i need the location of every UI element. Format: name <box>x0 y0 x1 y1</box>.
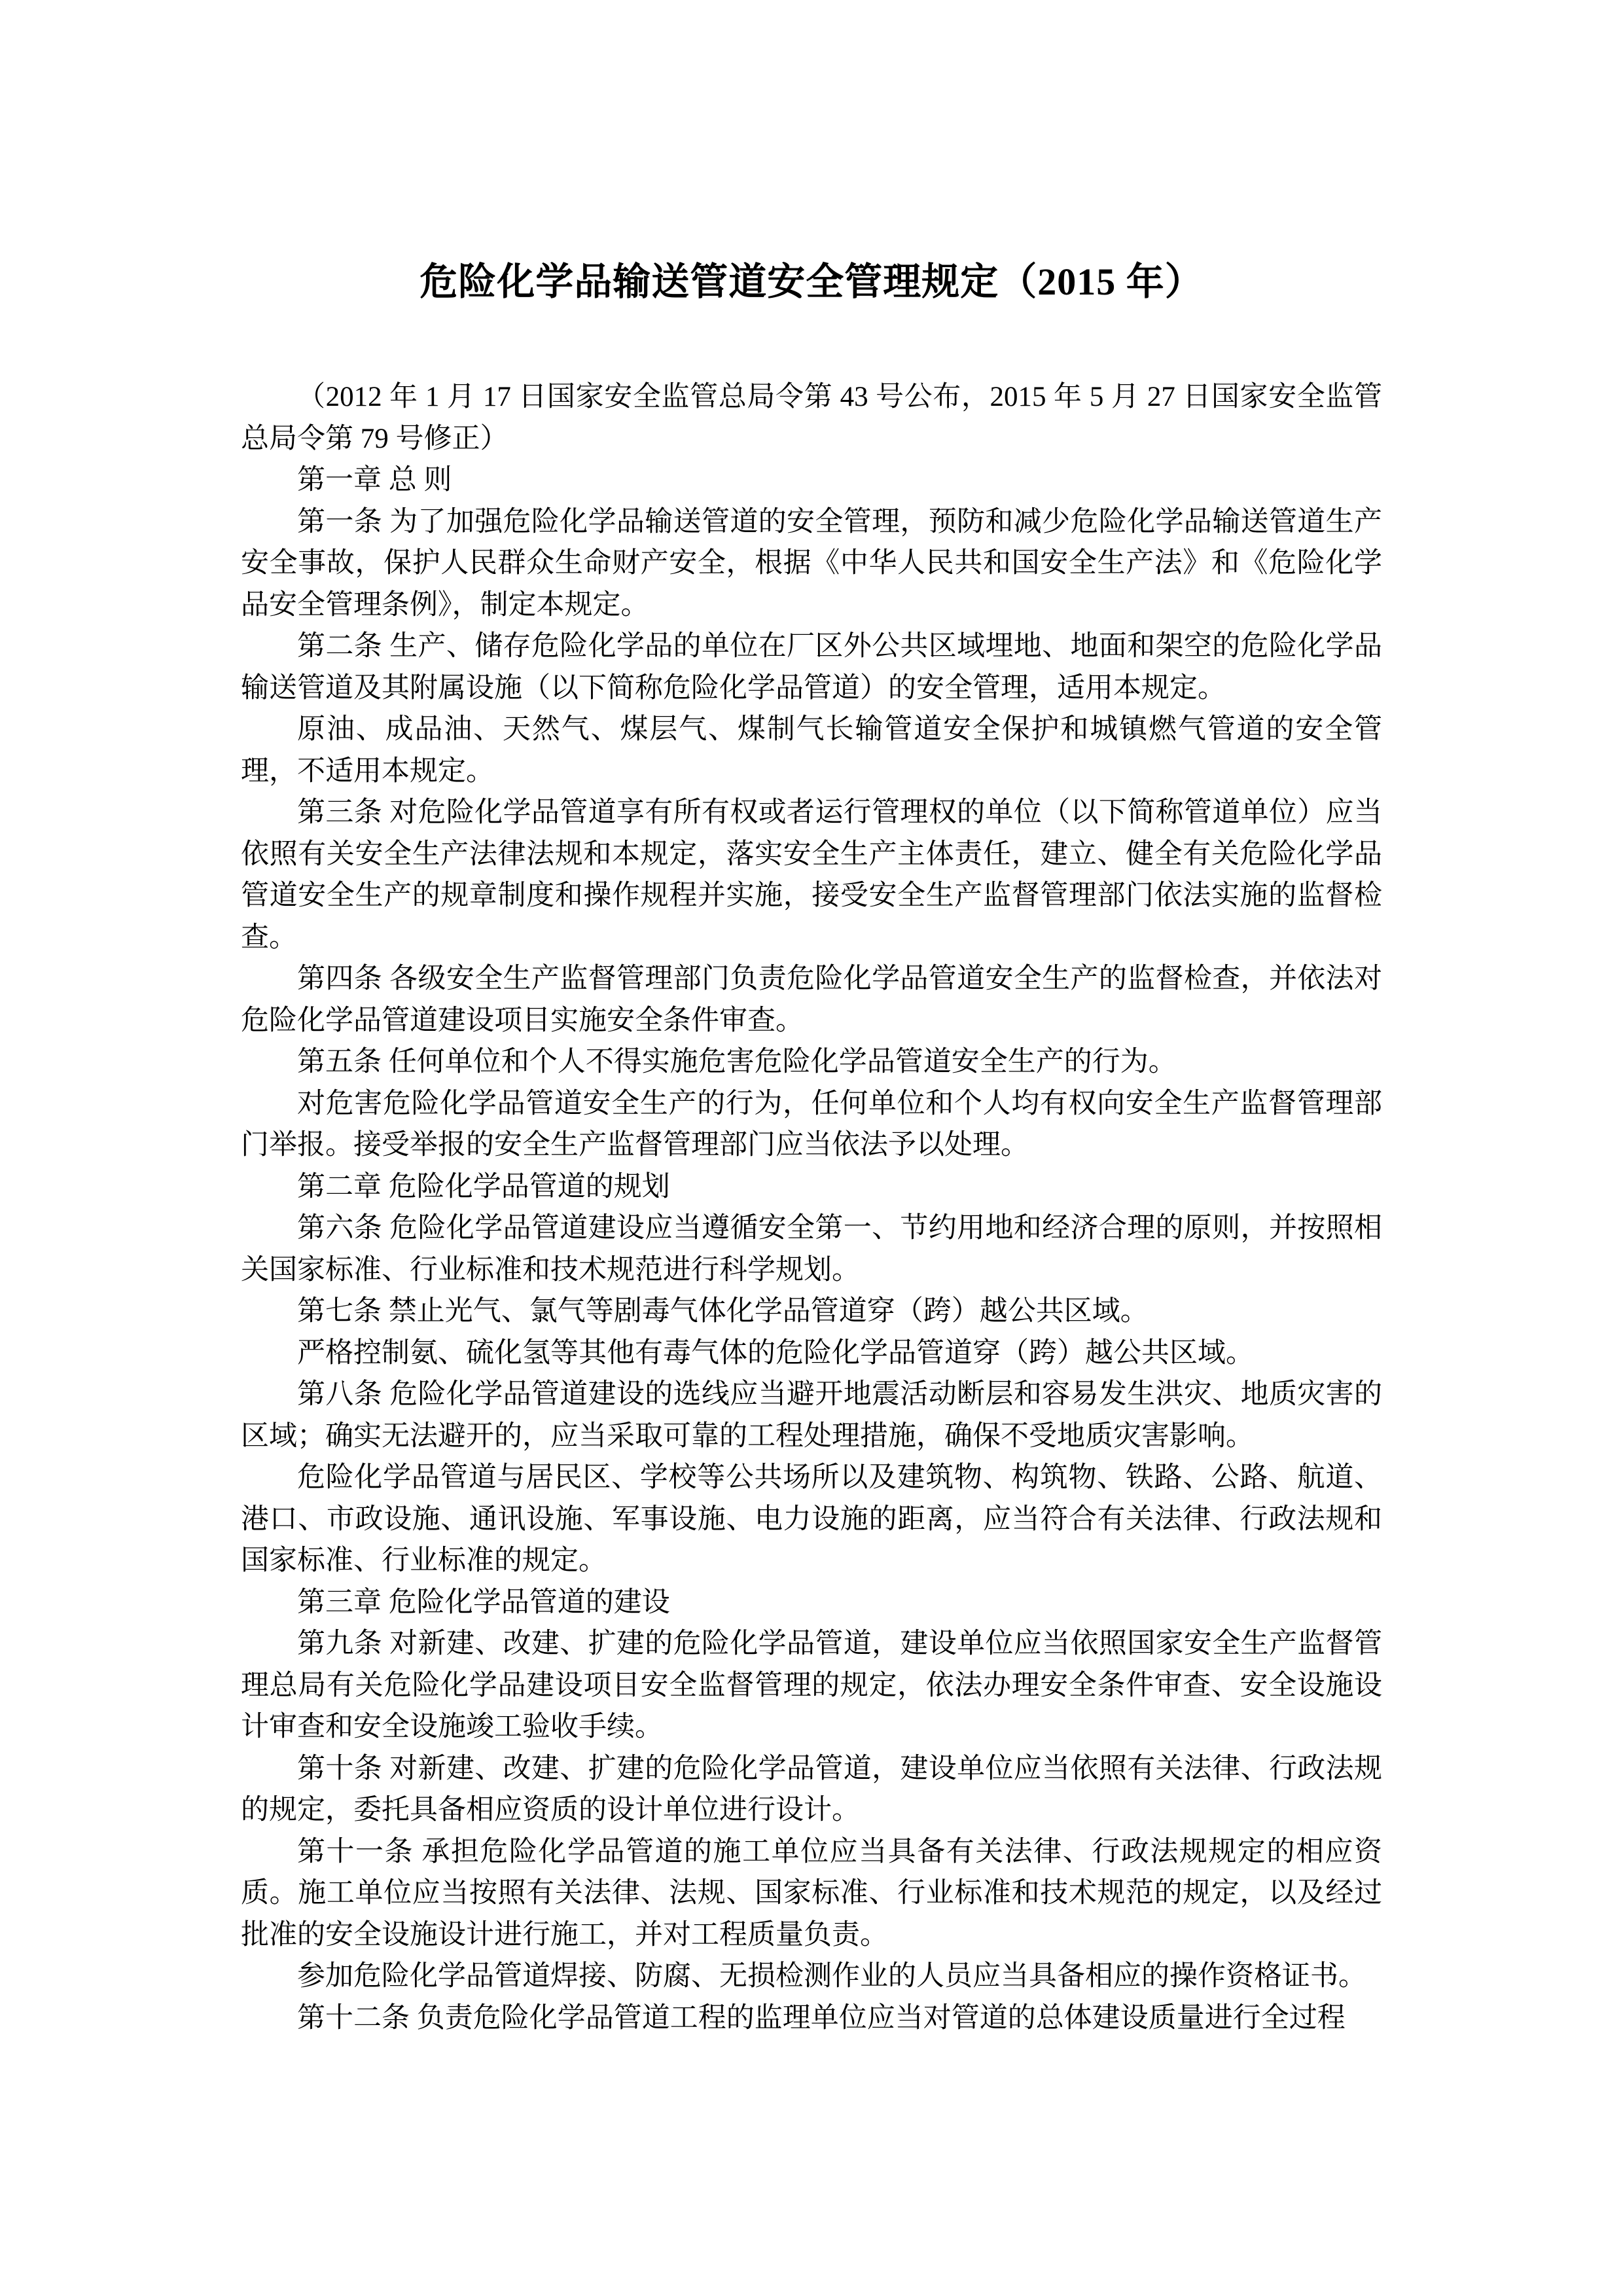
chapter-heading: 第二章 危险化学品管道的规划 <box>297 1171 670 1202</box>
paragraph: 对危害危险化学品管道安全生产的行为，任何单位和个人均有权向安全生产监督管理部门举报。接受举报的安全生产监督管理部门应当依法予以处理。 <box>241 1088 1382 1160</box>
paragraph: 第三条 对危险化学品管道享有所有权或者运行管理权的单位（以下简称管道单位）应当依照有关安全生产法律法规和本规定，落实安全生产主体责任，建立、健全有关危险化学品管道安全生产的规章制度和操作规程并实施，接受安全生产监督管理部门依法实施的监督检查。 <box>241 797 1382 953</box>
paragraph: 原油、成品油、天然气、煤层气、煤制气长输管道安全保护和城镇燃气管道的安全管理，不适用本规定。 <box>241 714 1382 787</box>
paragraph: 第四条 各级安全生产监督管理部门负责危险化学品管道安全生产的监督检查，并依法对危险化学品管道建设项目实施安全条件审查。 <box>241 963 1382 1036</box>
chapter-heading: 第三章 危险化学品管道的建设 <box>297 1587 670 1618</box>
paragraph: 第二条 生产、储存危险化学品的单位在厂区外公共区域埋地、地面和架空的危险化学品输送管道及其附属设施（以下简称危险化学品管道）的安全管理，适用本规定。 <box>241 631 1382 704</box>
paragraph: 第七条 禁止光气、氯气等剧毒气体化学品管道穿（跨）越公共区域。 <box>297 1296 1149 1327</box>
paragraph: 第九条 对新建、改建、扩建的危险化学品管道，建设单位应当依照国家安全生产监督管理总局有关危险化学品建设项目安全监督管理的规定，依法办理安全条件审查、安全设施设计审查和安全设施竣工验收手续。 <box>241 1628 1382 1742</box>
document-title: 危险化学品输送管道安全管理规定（2015 年） <box>419 260 1204 303</box>
paragraph: 第五条 任何单位和个人不得实施危害危险化学品管道安全生产的行为。 <box>297 1047 1177 1077</box>
paragraph: （2012 年 1 月 17 日国家安全监管总局令第 43 号公布，2015 年 5 月 27 日国家安全监管总局令第 79 号修正） <box>241 382 1382 454</box>
paragraph: 第十一条 承担危险化学品管道的施工单位应当具备有关法律、行政法规规定的相应资质。施工单位应当按照有关法律、法规、国家标准、行业标准和技术规范的规定，以及经过批准的安全设施设计进行施工，并对工程质量负责。 <box>241 1836 1382 1950</box>
paragraph: 危险化学品管道与居民区、学校等公共场所以及建筑物、构筑物、铁路、公路、航道、港口、市政设施、通讯设施、军事设施、电力设施的距离，应当符合有关法律、行政法规和国家标准、行业标准的规定。 <box>241 1462 1382 1576</box>
paragraph: 第八条 危险化学品管道建设的选线应当避开地震活动断层和容易发生洪灾、地质灾害的区域；确实无法避开的，应当采取可靠的工程处理措施，确保不受地质灾害影响。 <box>241 1379 1382 1452</box>
paragraph: 第十条 对新建、改建、扩建的危险化学品管道，建设单位应当依照有关法律、行政法规的规定，委托具备相应资质的设计单位进行设计。 <box>241 1753 1382 1825</box>
paragraph: 参加危险化学品管道焊接、防腐、无损检测作业的人员应当具备相应的操作资格证书。 <box>297 1961 1366 1992</box>
paragraph: 第一条 为了加强危险化学品输送管道的安全管理，预防和减少危险化学品输送管道生产安全事故，保护人民群众生命财产安全，根据《中华人民共和国安全生产法》和《危险化学品安全管理条例》，制定本规定。 <box>241 506 1382 620</box>
paragraph: 严格控制氨、硫化氢等其他有毒气体的危险化学品管道穿（跨）越公共区域。 <box>297 1337 1254 1369</box>
paragraph: 第六条 危险化学品管道建设应当遵循安全第一、节约用地和经济合理的原则，并按照相关国家标准、行业标准和技术规范进行科学规划。 <box>241 1213 1382 1285</box>
chapter-heading: 第一章 总 则 <box>297 465 452 495</box>
document-body <box>241 376 1382 2039</box>
paragraph: 第十二条 负责危险化学品管道工程的监理单位应当对管道的总体建设质量进行全过程 <box>297 2002 1346 2034</box>
